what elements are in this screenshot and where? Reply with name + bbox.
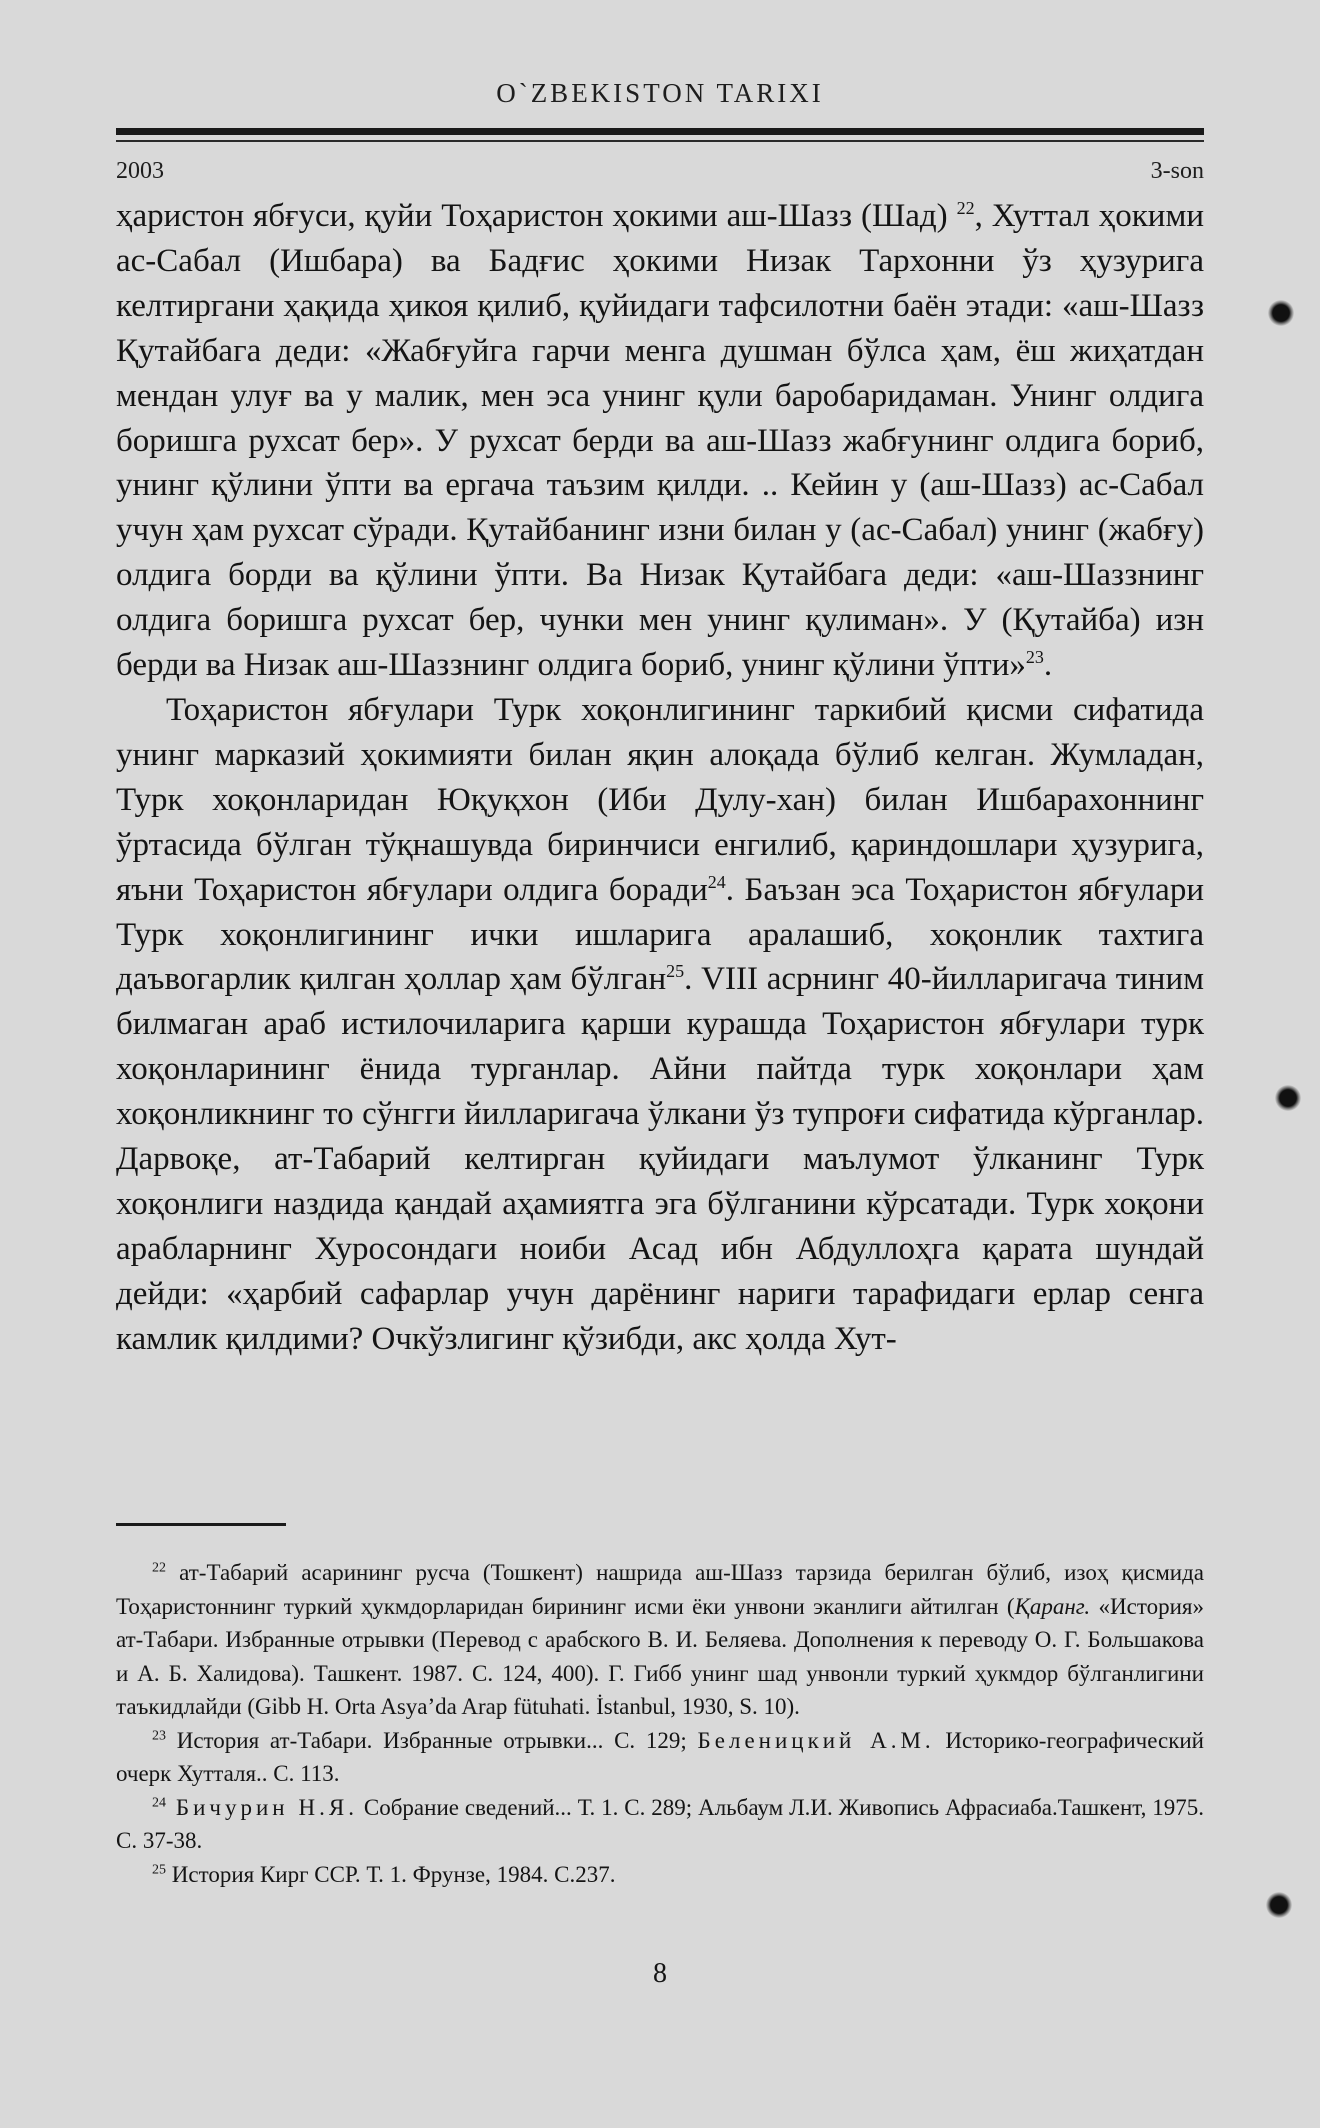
footnote	[116, 1724, 1204, 1791]
text-run: . VIII асрнинг 40-йилларигача тиним билмаган араб истилочиларига қарши курашда Тоҳаристон ябғулари турк хоқонларининг ёнида турганлар. Айни пайтда турк хоқонлари ҳам хоқонликнинг то сўнгги йилларигача ўлкани ўз тупроғи сифатида кўрганлар. Дарвоқе, ат-Табарий келтирган қуйидаги маълумот ўлканинг Турк хоқонлиги наздида қандай аҳамиятга эга бўлганини кўрсатади. Турк хоқони арабларнинг Хуросондаги ноиби Асад ибн Абдуллоҳга қарата шундай дейди: «ҳарбий сафарлар учун дарёнинг нариги тарафидаги ерлар сенга камлик қилдими? Очкўзлигинг қўзибди, акс ҳолда Хут-	[116, 961, 1204, 1357]
footnotes	[116, 1556, 1204, 1891]
author-name: Беленицкий А.М.	[697, 1727, 935, 1753]
footnote	[116, 1858, 1204, 1892]
footnote	[116, 1556, 1204, 1724]
author-name: Бичурин Н.Я.	[166, 1794, 358, 1820]
punch-hole-mark	[1275, 1085, 1301, 1111]
text-run: «История» ат-Табари. Избранные отрывки (Перевод с арабского В. И. Беляева. Дополнения к переводу О. Г. Большакова и А. Б. Халидова). Ташкент. 1987. С. 124, 400). Г. Гибб унинг шад унвонли туркий ҳукмдор бўлганлигини таъкидлайди (Gibb H. Orta Asya’da Arap fütuhati. İstanbul, 1930, S. 10).	[116, 1593, 1204, 1719]
year-label: 2003	[116, 158, 164, 184]
text-run: .	[1043, 647, 1053, 684]
text-run: Тоҳаристон ябғулари Турк хоқонлигининг таркибий қисми сифатида унинг марказий ҳокимияти билан яқин алоқада бўлиб келган. Жумладан, Турк хоқонларидан Юқуқхон (Иби Дулу-хан) билан Ишбарахоннинг ўртасида бўлган тўқнашувда биринчиси енгилиб, қариндошлари ҳузурига, яъни Тоҳаристон ябғулари олдига боради	[116, 691, 1204, 908]
issue-row	[116, 158, 1204, 185]
punch-hole-mark	[1266, 1892, 1292, 1918]
page-number: 8	[653, 1958, 667, 1989]
footnote-ref: 23	[1025, 647, 1044, 668]
footnote-ref: 25	[152, 1861, 166, 1877]
footnote-ref: 23	[152, 1727, 166, 1743]
header-rule-thin	[116, 140, 1204, 142]
text-run: История Кирг ССР. Т. 1. Фрунзе, 1984. С.237.	[166, 1861, 616, 1887]
text-run: ат-Табарий асарининг русча (Тошкент) нашрида аш-Шазз тарзида берилган бўлиб, изоҳ қисмида Тоҳаристоннинг туркий ҳукмдорларидан бирининг исми ёки унвони эканлиги айтилган (	[116, 1560, 1204, 1619]
footnote-ref: 25	[666, 961, 685, 982]
body-text	[116, 194, 1204, 1362]
text-run: ҳаристон ябғуси, қуйи Тоҳаристон ҳокими аш-Шазз (Шад)	[116, 198, 957, 234]
text-run: , Хуттал ҳокими ас-Сабал (Ишбара) ва Бадғис ҳокими Низак Тархонни ўз ҳузурига келтиргани ҳақида ҳикоя қилиб, қуйидаги тафсилотни баён этади: «аш-Шазз Қутайбага деди: «Жабғуйга гарчи менга душман бўлса ҳам, ёш жиҳатдан мендан улуғ ва у малик, мен эса унинг қули баробаридаман. Унинг олдига боришга рухсат бер». У рухсат берди ва аш-Шазз жабғунинг олдига бориб, унинг қўлини ўпти ва ергача таъзим қилди. .. Кейин у (аш-Шазз) ас-Сабал учун ҳам рухсат сўради. Қутайбанинг изни билан у (ас-Сабал) унинг (жабғу) олдига борди ва қўлини ўпти. Ва Низак Қутайбага деди: «аш-Шаззнинг олдига боришга рухсат бер, чунки мен унинг қулиман». У (Қутайба) изн берди ва Низак аш-Шаззнинг олдига бориб, унинг қўлини ўпти»	[116, 198, 1204, 684]
text-run: Собрание сведений... Т. 1. С. 289; Альбаум Л.И. Живопись Афрасиаба.Ташкент, 1975. С. 37-38.	[116, 1794, 1205, 1853]
italic-text: Қаранг.	[1014, 1593, 1091, 1619]
footnote	[116, 1791, 1204, 1858]
issue-label: 3-son	[1150, 158, 1204, 184]
paragraph	[116, 688, 1204, 1362]
footnote-divider	[116, 1523, 286, 1526]
text-run: . Баъзан эса Тоҳаристон ябғулари Турк хоқонлигининг ички ишларига аралашиб, хоқонлик тахтига даъвогарлик қилган ҳоллар ҳам бўлган	[116, 871, 1204, 998]
text-run: Историко-географический очерк Хутталя.. С. 113.	[116, 1727, 1204, 1786]
paragraph	[116, 194, 1204, 688]
footnote-ref: 22	[956, 198, 975, 218]
punch-hole-mark	[1268, 300, 1294, 326]
text-run: История ат-Табари. Избранные отрывки... С. 129;	[166, 1727, 698, 1753]
journal-title: O`ZBEKISTON TARIXI	[496, 78, 824, 108]
footnote-ref: 24	[152, 1794, 166, 1810]
footnote-ref: 24	[707, 871, 726, 892]
header-rule-thick	[116, 128, 1204, 135]
footnote-ref: 22	[152, 1560, 166, 1576]
